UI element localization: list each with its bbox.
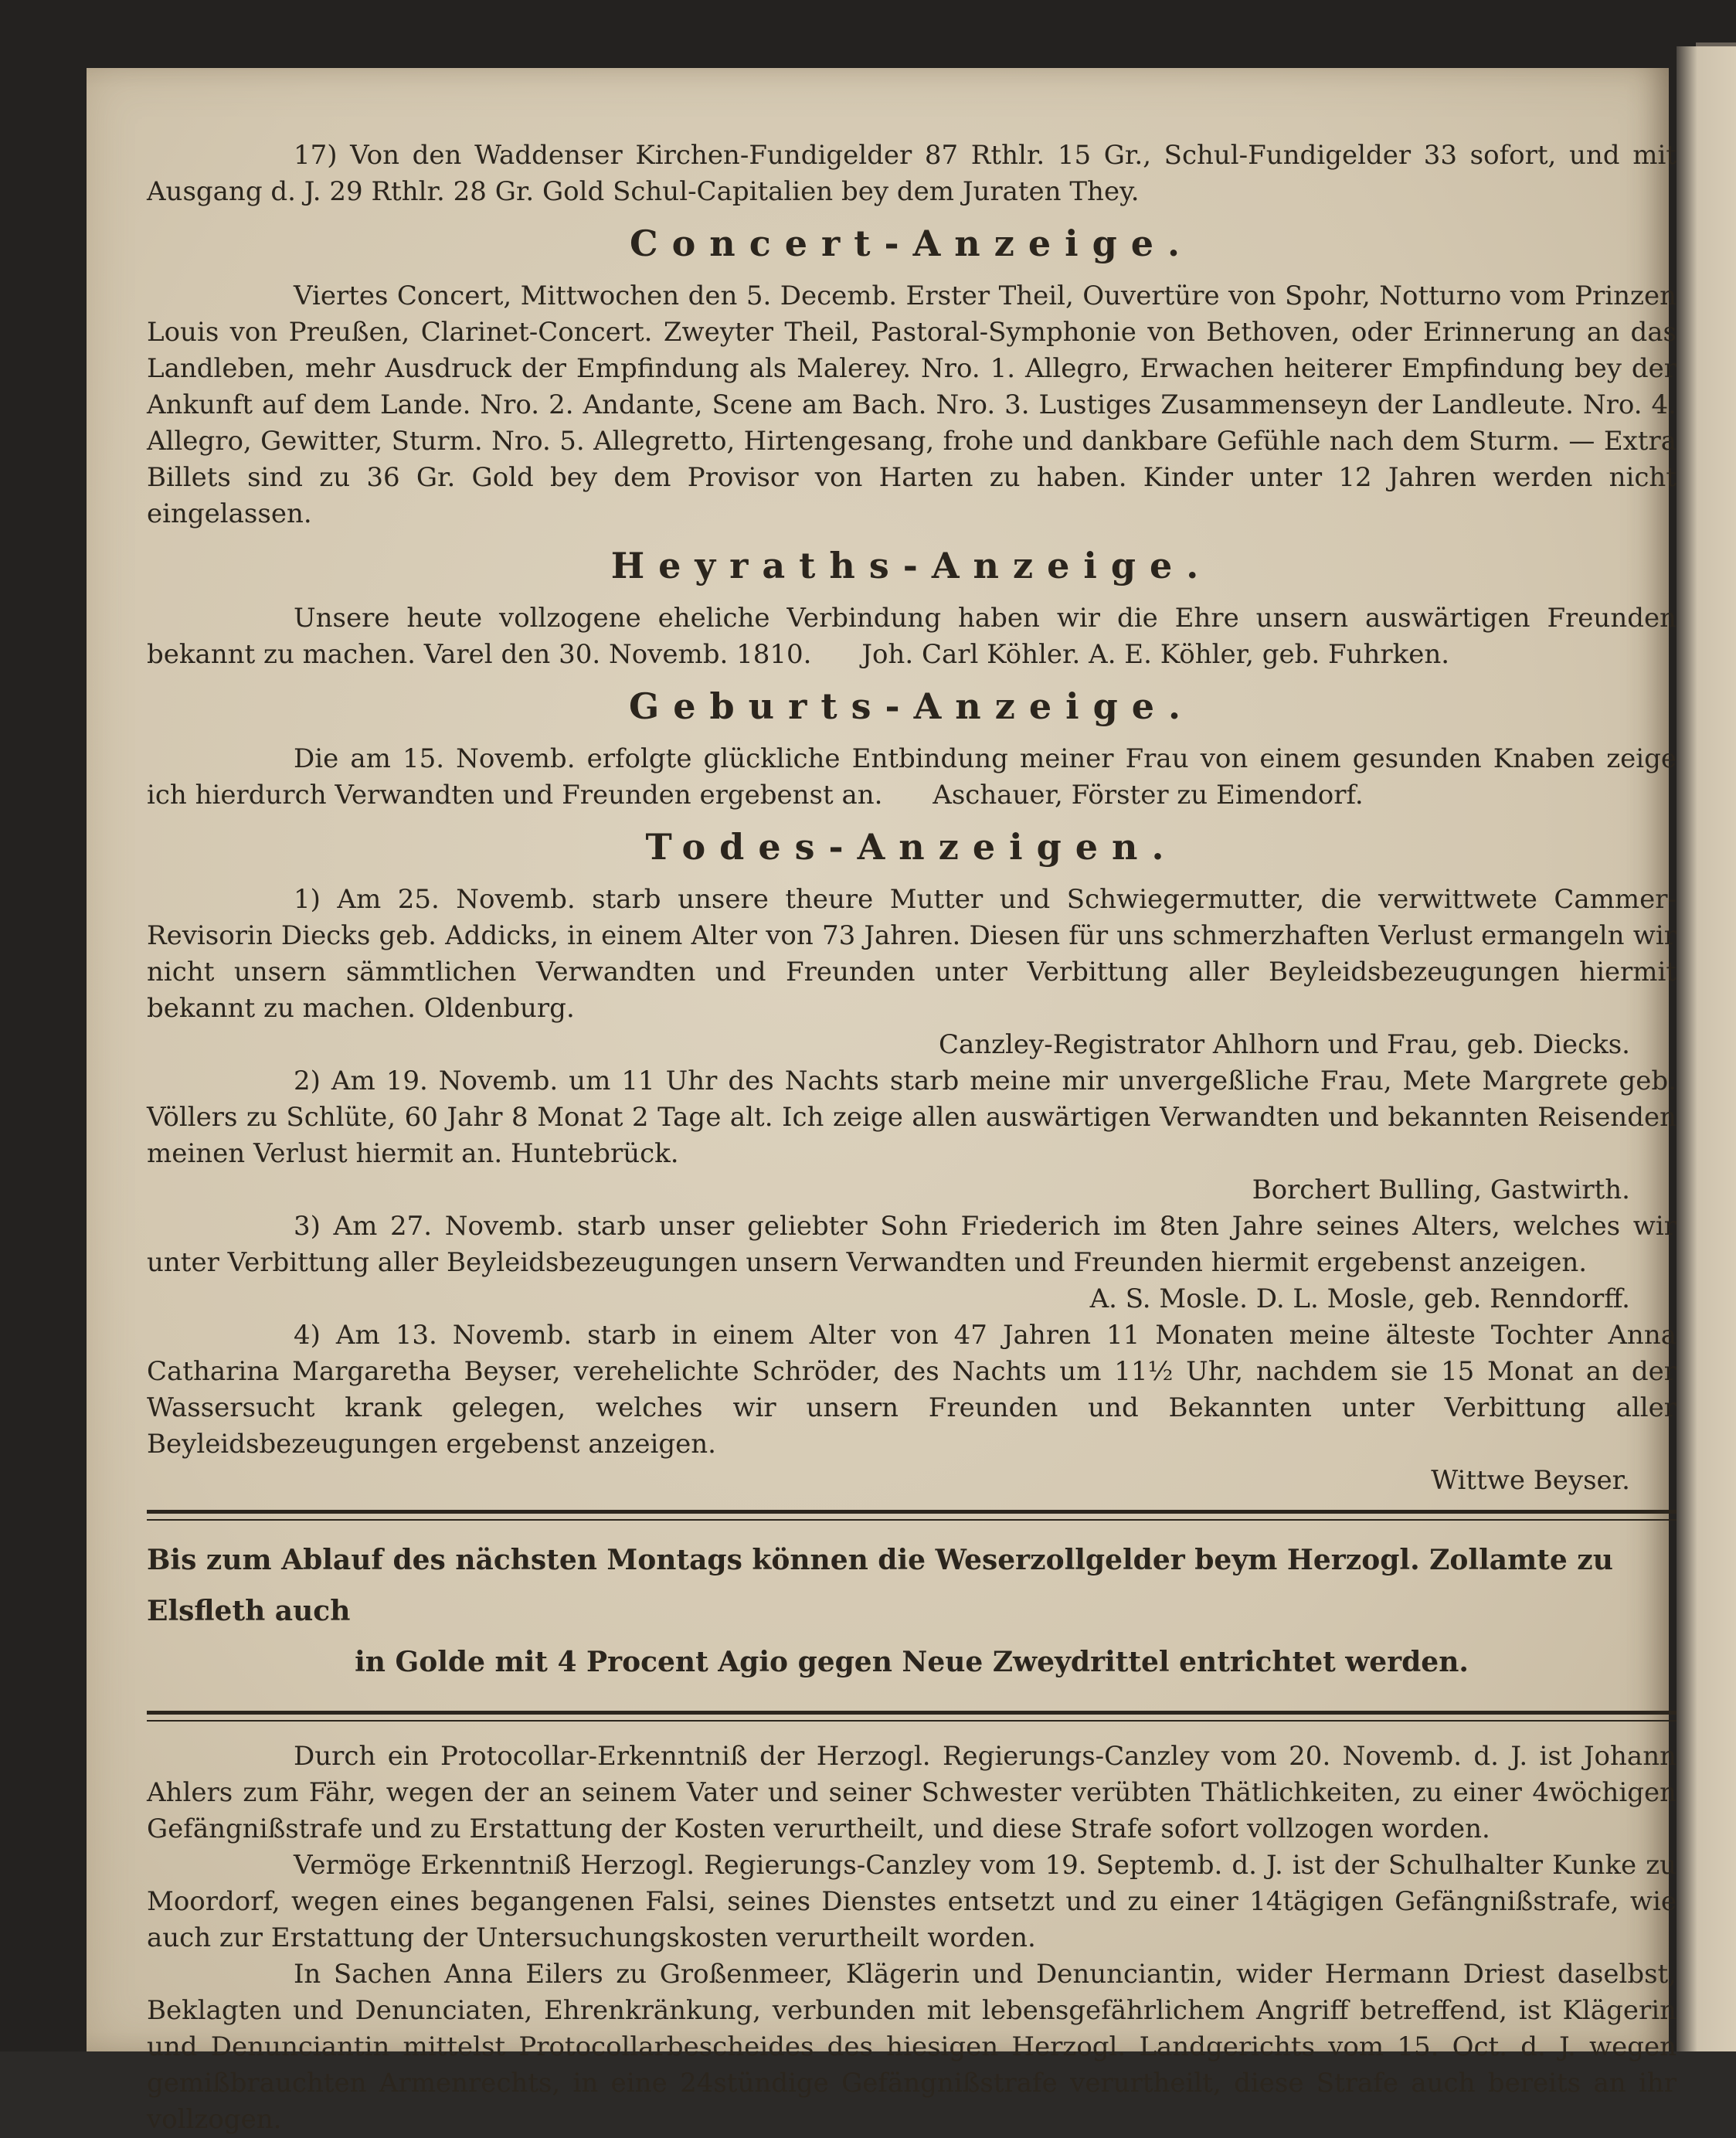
judgment-3: In Sachen Anna Eilers zu Großenmeer, Klägerin und Denunciantin, wider Hermann Driest daselbst, Beklagten und Denunciaten, Ehrenkränkung, verbunden mit lebensgefährlichem Angriff betreffend, ist Klägerin und Denunciantin mittelst Protocollarbescheides des hiesigen Herzogl. Landgerichts vom 15. Oct. d. J. wegen gemißbrauchten Armenrechts, in eine 24stündige Gefängnißstrafe verurtheilt, diese Strafe auch bereits an ihr vollzogen. [147,1959,1677,2135]
death-entry-1-signature: Canzley-Registrator Ahlhorn und Frau, geb. Diecks. [938,1029,1630,1060]
adjacent-page-edge [1677,46,1736,2051]
deaths-heading: Todes-Anzeigen. [645,826,1178,868]
page-content [147,138,1677,2138]
death-entry-4-signature: Wittwe Beyser. [1431,1465,1630,1496]
judgment-2: Vermöge Erkenntniß Herzogl. Regierungs-Canzley vom 19. Septemb. d. J. ist der Schulhalter Kunke zu Moordorf, wegen eines begangenen Falsi, seines Dienstes entsetzt und zu einer 14tägigen Gefängnißstrafe, wie auch zur Erstattung der Untersuchungskosten verurtheilt worden. [147,1850,1677,1953]
section-divider-upper [147,1510,1677,1521]
toll-notice-line-2: in Golde mit 4 Procent Agio gegen Neue Zweydrittel entrichtet werden. [355,1646,1469,1678]
toll-notice-line-1: Bis zum Ablauf des nächsten Montags können die Weserzollgelder beym Herzogl. Zollamte zu Elsfleth auch [147,1544,1613,1627]
concert-heading: Concert-Anzeige. [629,223,1194,264]
section-divider-lower [147,1711,1677,1722]
death-entry-1: 1) Am 25. Novemb. starb unsere theure Mutter und Schwiegermutter, die verwittwete Cammer-Revisorin Diecks geb. Addicks, in einem Alter von 73 Jahren. Diesen für uns schmerzhaften Verlust ermangeln wir nicht unsern sämmtlichen Verwandten und Freunden unter Verbittung aller Beyleidsbezeugungen hiermit bekannt zu machen. Oldenburg. [147,884,1677,1024]
birth-text [147,741,1677,814]
death-entry-2: 2) Am 19. Novemb. um 11 Uhr des Nachts starb meine mir unvergeßliche Frau, Mete Margrete geb. Völlers zu Schlüte, 60 Jahr 8 Monat 2 Tage alt. Ich zeige allen auswärtigen Verwandten und bekannten Reisenden meinen Verlust hiermit an. Huntebrück. [147,1066,1677,1169]
death-entry-2-signature: Borchert Bulling, Gastwirth. [1252,1174,1630,1205]
newspaper-page [87,68,1677,2135]
marriage-heading: Heyraths-Anzeige. [610,545,1213,586]
top-entry: 17) Von den Waddenser Kirchen-Fundigelder 87 Rthlr. 15 Gr., Schul-Fundigelder 33 sofort, und mit Ausgang d. J. 29 Rthlr. 28 Gr. Gold Schul-Capitalien bey dem Juraten They. [147,140,1677,207]
judgment-1: Durch ein Protocollar-Erkenntniß der Herzogl. Regierungs-Canzley vom 20. Novemb. d. J. ist Johann Ahlers zum Fähr, wegen der an seinem Vater und seiner Schwester verübten Thätlichkeiten, zu einer 4wöchigen Gefängnißstrafe und zu Erstattung der Kosten verurtheilt, und diese Strafe sofort vollzogen worden. [147,1741,1677,1844]
birth-heading: Geburts-Anzeige. [628,685,1195,727]
death-entry-3-signature: A. S. Mosle. D. L. Mosle, geb. Renndorff. [1089,1283,1630,1314]
death-entry-4: 4) Am 13. Novemb. starb in einem Alter von 47 Jahren 11 Monaten meine älteste Tochter Anna Catharina Margaretha Beyser, verehelichte Schröder, des Nachts um 11½ Uhr, nachdem sie 15 Monat an der Wassersucht krank gelegen, welches wir unsern Freunden und Bekannten unter Verbittung aller Beyleidsbezeugungen ergebenst anzeigen. [147,1320,1677,1460]
birth-signature: Aschauer, Förster zu Eimendorf. [933,780,1364,811]
concert-text: Viertes Concert, Mittwochen den 5. Decemb. Erster Theil, Ouvertüre von Spohr, Notturno vom Prinzen Louis von Preußen, Clarinet-Concert. Zweyter Theil, Pastoral-Symphonie von Bethoven, oder Erinnerung an das Landleben, mehr Ausdruck der Empfindung als Malerey. Nro. 1. Allegro, Erwachen heiterer Empfindung bey der Ankunft auf dem Lande. Nro. 2. Andante, Scene am Bach. Nro. 3. Lustiges Zusammenseyn der Landleute. Nro. 4. Allegro, Gewitter, Sturm. Nro. 5. Allegretto, Hirtengesang, frohe und dankbare Gefühle nach dem Sturm. — Extra Billets sind zu 36 Gr. Gold bey dem Provisor von Harten zu haben. Kinder unter 12 Jahren werden nicht eingelassen. [147,280,1677,529]
death-entry-3: 3) Am 27. Novemb. starb unser geliebter Sohn Friederich im 8ten Jahre seines Alters, welches wir unter Verbittung aller Beyleidsbezeugungen unsern Verwandten und Freunden hiermit ergebenst anzeigen. [147,1211,1677,1278]
marriage-text [147,600,1677,673]
marriage-signature: Joh. Carl Köhler. A. E. Köhler, geb. Fuhrken. [861,639,1450,670]
marriage-body: Unsere heute vollzogene eheliche Verbindung haben wir die Ehre unsern auswärtigen Freunden bekannt zu machen. Varel den 30. Novemb. 1810. [147,603,1677,670]
birth-body: Die am 15. Novemb. erfolgte glückliche Entbindung meiner Frau von einem gesunden Knaben zeige ich hierdurch Verwandten und Freunden ergebenst an. [147,743,1677,811]
